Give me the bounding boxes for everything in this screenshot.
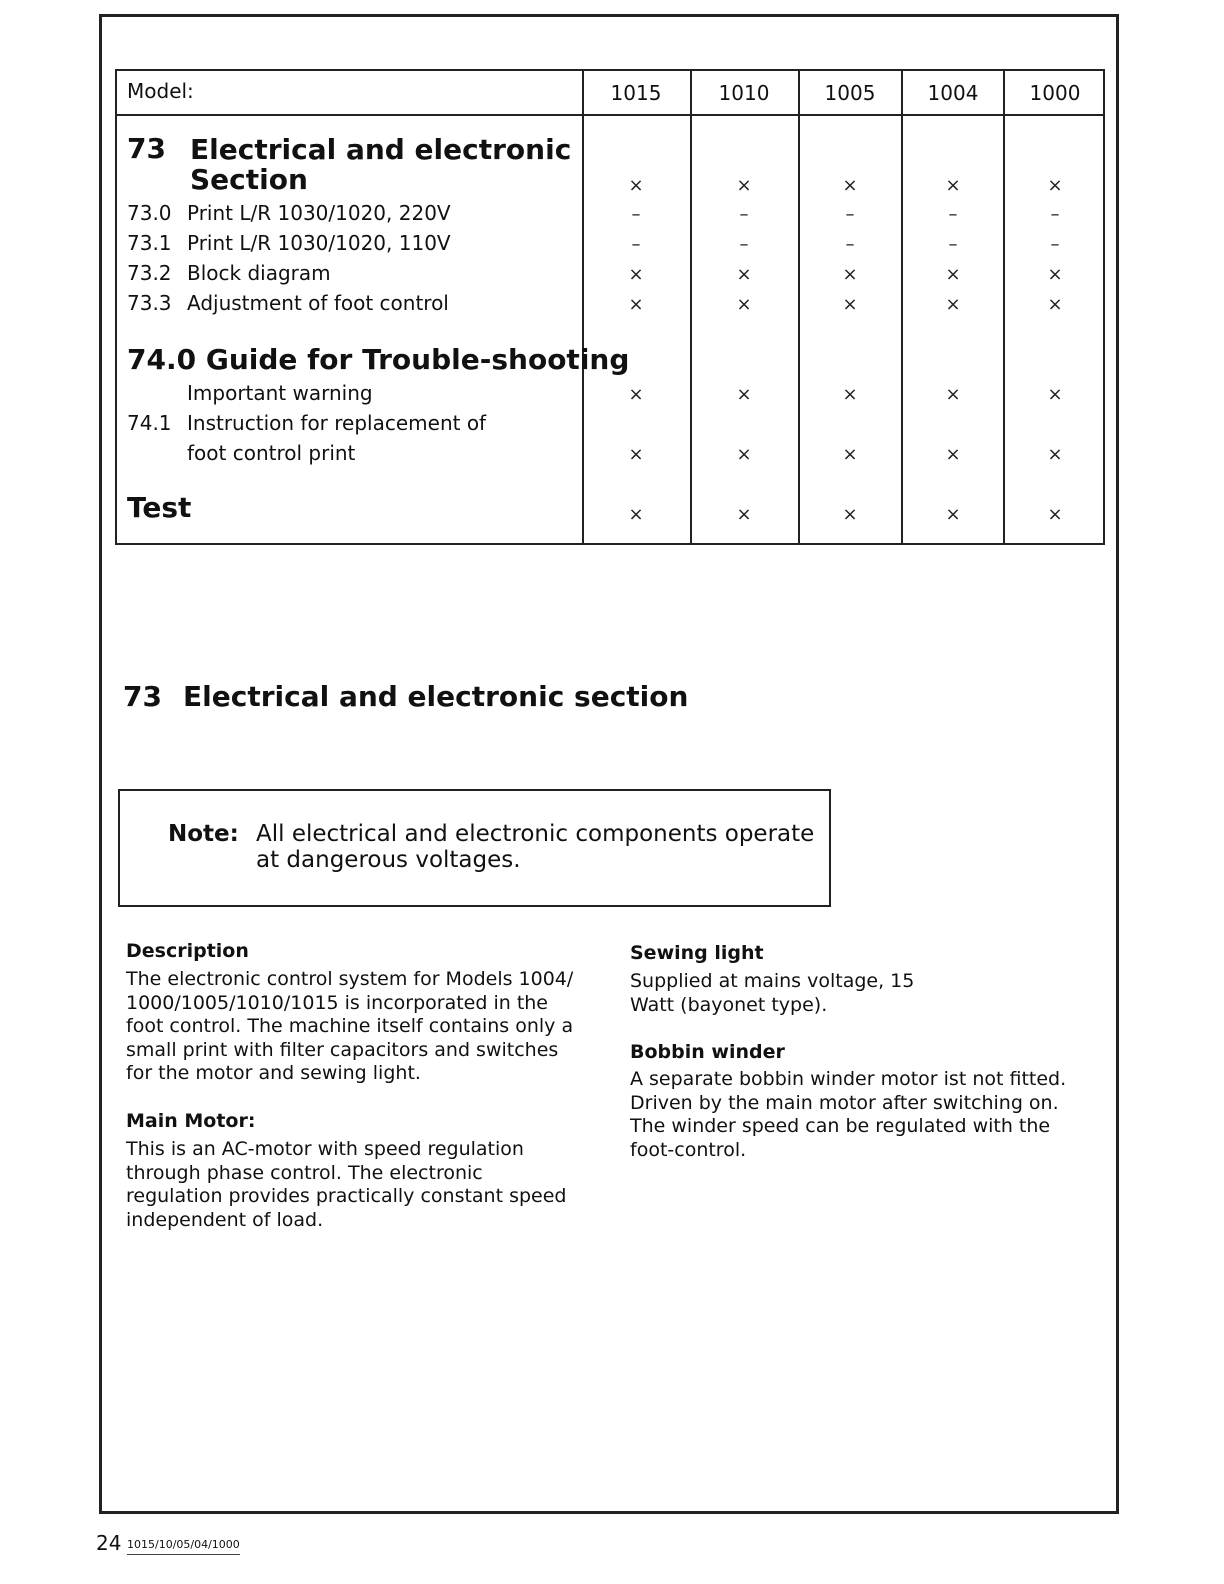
section-73-number: 73 bbox=[127, 132, 166, 165]
mark-cell: × bbox=[736, 175, 752, 196]
bobbin-winder-heading: Bobbin winder bbox=[630, 1041, 785, 1063]
mark-cell: – bbox=[631, 234, 641, 255]
mark-cell: × bbox=[628, 175, 644, 196]
bobbin-winder-text: A separate bobbin winder motor ist not fitted. Driven by the main motor after switching on. The winder speed can be regulated with the foot-control. bbox=[630, 1068, 1067, 1161]
mark-cell: × bbox=[628, 384, 644, 405]
sewing-light-text: Supplied at mains voltage, 15 Watt (bayonet type). bbox=[630, 970, 915, 1016]
mark-cell: – bbox=[845, 204, 855, 225]
row-73-2-number: 73.2 bbox=[127, 261, 172, 285]
mark-cell: × bbox=[736, 444, 752, 465]
row-74-1-number: 74.1 bbox=[127, 411, 172, 435]
mark-cell: × bbox=[945, 504, 961, 525]
column-header-1015: 1015 bbox=[610, 81, 662, 105]
mark-cell: × bbox=[945, 175, 961, 196]
column-header-1010: 1010 bbox=[718, 81, 770, 105]
page-number: 24 bbox=[96, 1531, 122, 1555]
section-73-title-line2: Section bbox=[190, 163, 308, 196]
model-matrix-table bbox=[115, 69, 1105, 545]
main-motor-heading: Main Motor: bbox=[126, 1110, 256, 1132]
model-label: Model: bbox=[127, 79, 194, 103]
header-divider bbox=[117, 114, 1103, 116]
mark-cell: × bbox=[945, 444, 961, 465]
mark-cell: × bbox=[1047, 384, 1063, 405]
column-header-1000: 1000 bbox=[1029, 81, 1081, 105]
row-73-2-text: Block diagram bbox=[187, 261, 331, 285]
row-73-0-number: 73.0 bbox=[127, 201, 172, 225]
test-title: Test bbox=[127, 491, 192, 524]
mark-cell: – bbox=[1050, 204, 1060, 225]
mark-cell: × bbox=[1047, 444, 1063, 465]
row-73-1-number: 73.1 bbox=[127, 231, 172, 255]
mark-cell: × bbox=[945, 264, 961, 285]
mark-cell: – bbox=[948, 234, 958, 255]
mark-cell: × bbox=[628, 444, 644, 465]
mark-cell: × bbox=[628, 294, 644, 315]
mark-cell: × bbox=[842, 294, 858, 315]
mark-cell: × bbox=[945, 384, 961, 405]
section-heading bbox=[123, 680, 688, 713]
section-heading-number: 73 bbox=[123, 680, 162, 713]
section-heading-title: Electrical and electronic section bbox=[183, 680, 689, 713]
mark-cell: × bbox=[736, 384, 752, 405]
row-73-0-text: Print L/R 1030/1020, 220V bbox=[187, 201, 451, 225]
mark-cell: × bbox=[1047, 264, 1063, 285]
mark-cell: – bbox=[739, 204, 749, 225]
mark-cell: × bbox=[842, 175, 858, 196]
mark-cell: – bbox=[845, 234, 855, 255]
mark-cell: × bbox=[842, 384, 858, 405]
row-73-1-text: Print L/R 1030/1020, 110V bbox=[187, 231, 451, 255]
mark-cell: – bbox=[948, 204, 958, 225]
description-text: The electronic control system for Models 1004/ 1000/1005/1010/1015 is incorporated in the foot control. The machine itself contains only a small print with filter capacitors and switches for the motor and sewing light. bbox=[126, 968, 574, 1084]
note-box bbox=[118, 789, 831, 907]
sewing-light-heading: Sewing light bbox=[630, 942, 764, 964]
mark-cell: × bbox=[628, 264, 644, 285]
mark-cell: – bbox=[631, 204, 641, 225]
row-74-1-text-line2: foot control print bbox=[187, 441, 356, 465]
mark-cell: × bbox=[736, 294, 752, 315]
important-warning-text: Important warning bbox=[187, 381, 373, 405]
main-motor-text: This is an AC-motor with speed regulation through phase control. The electronic regulation provides practically constant speed independent of load. bbox=[126, 1138, 567, 1231]
description-heading: Description bbox=[126, 940, 249, 962]
mark-cell: – bbox=[1050, 234, 1060, 255]
mark-cell: × bbox=[945, 294, 961, 315]
column-header-1005: 1005 bbox=[824, 81, 876, 105]
row-73-3-text: Adjustment of foot control bbox=[187, 291, 449, 315]
section-74-title: 74.0 Guide for Trouble-shooting bbox=[127, 343, 630, 376]
mark-cell: × bbox=[1047, 175, 1063, 196]
footer-models: 1015/10/05/04/1000 bbox=[127, 1538, 240, 1555]
mark-cell: × bbox=[736, 264, 752, 285]
column-header-1004: 1004 bbox=[927, 81, 979, 105]
row-74-1-text-line1: Instruction for replacement of bbox=[187, 411, 487, 435]
mark-cell: × bbox=[842, 264, 858, 285]
section-73-title-line1: Electrical and electronic bbox=[190, 133, 572, 166]
mark-cell: × bbox=[736, 504, 752, 525]
row-73-3-number: 73.3 bbox=[127, 291, 172, 315]
mark-cell: × bbox=[628, 504, 644, 525]
note-label: Note: bbox=[168, 821, 239, 847]
mark-cell: × bbox=[842, 504, 858, 525]
mark-cell: × bbox=[1047, 504, 1063, 525]
note-text: All electrical and electronic components operate at dangerous voltages. bbox=[256, 821, 815, 873]
mark-cell: × bbox=[1047, 294, 1063, 315]
mark-cell: – bbox=[739, 234, 749, 255]
mark-cell: × bbox=[842, 444, 858, 465]
